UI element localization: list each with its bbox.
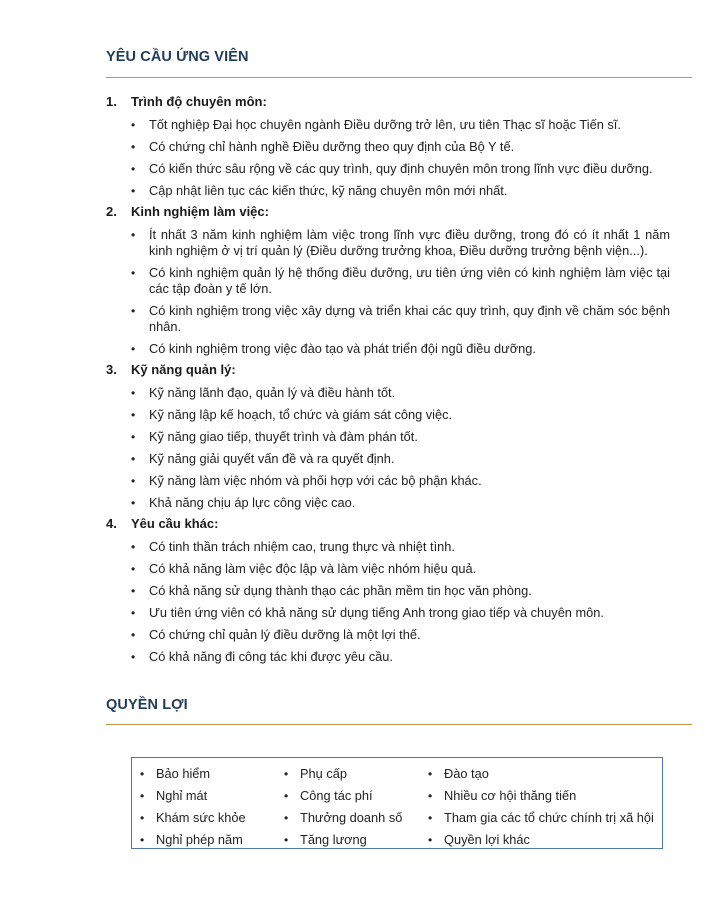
list-item: • Bảo hiểm — [132, 763, 276, 785]
requirement-group-management — [106, 363, 676, 511]
list-item: • Quyền lợi khác — [420, 829, 664, 851]
list-item: • Kỹ năng lãnh đạo, quản lý và điều hành tốt. — [106, 385, 676, 401]
requirement-number: 3. — [106, 362, 117, 377]
list-item: • Phụ cấp — [276, 763, 420, 785]
requirement-items — [106, 227, 676, 357]
benefits-table — [131, 757, 663, 849]
list-item: • Ưu tiên ứng viên có khả năng sử dụng tiếng Anh trong giao tiếp và chuyên môn. — [106, 605, 676, 621]
list-item: • Có khả năng đi công tác khi được yêu cầu. — [106, 649, 676, 665]
list-item: • Kỹ năng lập kế hoạch, tổ chức và giám sát công việc. — [106, 407, 676, 423]
requirement-heading-text: Trình độ chuyên môn: — [131, 94, 267, 109]
requirement-heading-text: Kinh nghiệm làm việc: — [131, 204, 269, 219]
list-item: • Có kinh nghiệm trong việc đào tạo và phát triển đội ngũ điều dưỡng. — [106, 341, 676, 357]
requirement-items — [106, 385, 676, 511]
requirement-number: 2. — [106, 204, 117, 219]
requirements-divider — [106, 77, 692, 78]
requirement-items — [106, 117, 676, 199]
requirement-heading — [106, 95, 676, 117]
requirement-group-qualification — [106, 95, 676, 199]
benefits-divider — [106, 724, 692, 725]
requirement-heading — [106, 363, 676, 385]
list-item: • Có kinh nghiệm quản lý hệ thống điều dưỡng, ưu tiên ứng viên có kinh nghiệm làm việc tại các tập đoàn y tế lớn. — [106, 265, 676, 297]
list-item: • Tốt nghiệp Đại học chuyên ngành Điều dưỡng trở lên, ưu tiên Thạc sĩ hoặc Tiến sĩ. — [106, 117, 676, 133]
list-item: • Có kiến thức sâu rộng về các quy trình, quy định chuyên môn trong lĩnh vực điều dưỡng. — [106, 161, 676, 177]
list-item: • Nghỉ phép năm — [132, 829, 276, 851]
list-item: • Có tinh thần trách nhiệm cao, trung thực và nhiệt tình. — [106, 539, 676, 555]
requirement-number: 1. — [106, 94, 117, 109]
benefits-column — [420, 763, 664, 851]
list-item: • Thưởng doanh số — [276, 807, 420, 829]
list-item: • Công tác phí — [276, 785, 420, 807]
list-item: • Kỹ năng giao tiếp, thuyết trình và đàm phán tốt. — [106, 429, 676, 445]
list-item: • Có kinh nghiệm trong việc xây dựng và triển khai các quy trình, quy định về chăm sóc bệnh nhân. — [106, 303, 676, 335]
requirement-heading — [106, 205, 676, 227]
requirement-group-other — [106, 517, 676, 665]
requirement-number: 4. — [106, 516, 117, 531]
list-item: • Kỹ năng giải quyết vấn đề và ra quyết định. — [106, 451, 676, 467]
benefits-column — [276, 763, 420, 851]
list-item: • Khám sức khỏe — [132, 807, 276, 829]
list-item: • Tham gia các tổ chức chính trị xã hội — [420, 807, 664, 829]
requirement-heading-text: Kỹ năng quản lý: — [131, 362, 236, 377]
requirement-heading — [106, 517, 676, 539]
list-item: • Nhiều cơ hội thăng tiến — [420, 785, 664, 807]
requirement-heading-text: Yêu cầu khác: — [131, 516, 219, 531]
list-item: • Kỹ năng làm việc nhóm và phối hợp với các bộ phận khác. — [106, 473, 676, 489]
list-item: • Có khả năng làm việc độc lập và làm việc nhóm hiệu quả. — [106, 561, 676, 577]
list-item: • Đào tạo — [420, 763, 664, 785]
list-item: • Có khả năng sử dụng thành thạo các phần mềm tin học văn phòng. — [106, 583, 676, 599]
benefits-title: QUYỀN LỢI — [106, 697, 188, 713]
requirements-list — [106, 95, 676, 671]
list-item: • Có chứng chỉ quản lý điều dưỡng là một lợi thế. — [106, 627, 676, 643]
list-item: • Tăng lương — [276, 829, 420, 851]
requirements-title: YÊU CẦU ỨNG VIÊN — [106, 49, 249, 65]
list-item: • Nghỉ mát — [132, 785, 276, 807]
requirement-items — [106, 539, 676, 665]
benefits-column — [132, 763, 276, 851]
list-item: • Có chứng chỉ hành nghề Điều dưỡng theo quy định của Bộ Y tế. — [106, 139, 676, 155]
list-item: • Cập nhật liên tục các kiến thức, kỹ năng chuyên môn mới nhất. — [106, 183, 676, 199]
list-item: • Ít nhất 3 năm kinh nghiệm làm việc trong lĩnh vực điều dưỡng, trong đó có ít nhất 1 năm kinh nghiệm ở vị trí quản lý (Điều dưỡng trưởng khoa, Điều dưỡng trưởng bệnh viện...). — [106, 227, 676, 259]
list-item: • Khả năng chịu áp lực công việc cao. — [106, 495, 676, 511]
requirement-group-experience — [106, 205, 676, 357]
